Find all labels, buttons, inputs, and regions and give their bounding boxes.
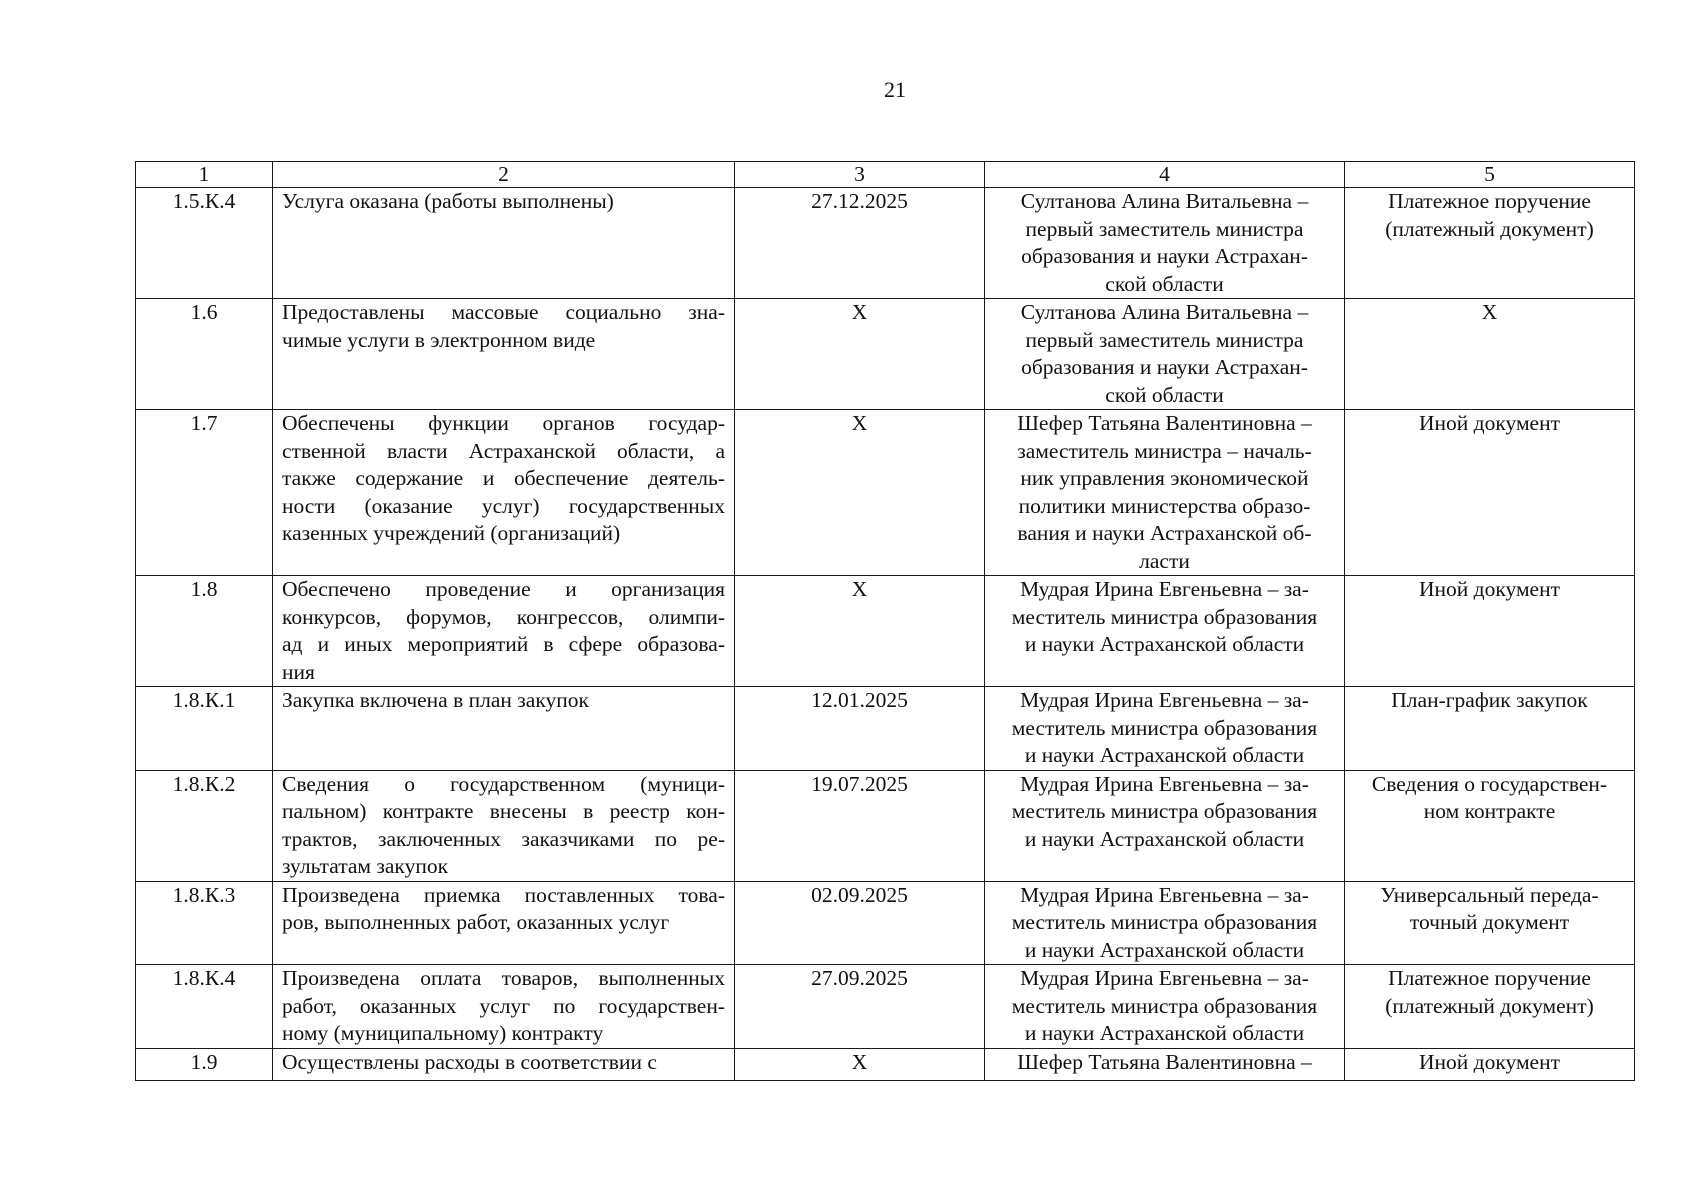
- responsible-cell: [985, 687, 1345, 771]
- responsible-cell: [985, 576, 1345, 687]
- cell-line: Платежное поручение: [1388, 966, 1591, 990]
- table-row: [136, 410, 1635, 576]
- cell-line: ственной власти Астраханской области, а: [282, 438, 725, 463]
- cell-line: меститель министра образования: [1011, 910, 1318, 934]
- cell-line: и науки Астраханской области: [1024, 826, 1305, 851]
- cell-line: Мудрая Ирина Евгеньевна – за-: [1020, 688, 1309, 712]
- cell-line: Шефер Татьяна Валентиновна –: [1017, 1049, 1312, 1074]
- item-number-cell: 1.8: [136, 576, 273, 687]
- item-number-cell: 1.8.К.3: [136, 881, 273, 965]
- description-cell: [273, 188, 735, 299]
- responsible-cell: [985, 188, 1345, 299]
- description-cell: [273, 770, 735, 881]
- date-cell: 12.01.2025: [735, 687, 985, 771]
- cell-line: ской области: [1105, 271, 1224, 296]
- cell-line: ад и иных мероприятий в сфере образова-: [282, 632, 725, 656]
- description-cell: [273, 1048, 735, 1080]
- date-cell: 27.12.2025: [735, 188, 985, 299]
- responsible-cell: [985, 1048, 1345, 1080]
- cell-line: Закупка включена в план закупок: [282, 688, 589, 712]
- column-header: 2: [273, 162, 735, 188]
- date-cell: 02.09.2025: [735, 881, 985, 965]
- cell-line: Платежное поручение: [1388, 189, 1591, 213]
- cell-line: ров, выполненных работ, оказанных услуг: [282, 910, 670, 934]
- table-row: [136, 770, 1635, 881]
- cell-line: Обеспечено проведение и организация: [282, 577, 725, 601]
- cell-line: вания и науки Астраханской об-: [1017, 521, 1312, 545]
- date-cell: 27.09.2025: [735, 965, 985, 1049]
- cell-line: Осуществлены расходы в соответствии с: [282, 1049, 657, 1074]
- cell-line: и науки Астраханской области: [1024, 743, 1305, 767]
- cell-line: Произведена оплата товаров, выполненных: [282, 966, 725, 990]
- cell-line: и науки Астраханской области: [1024, 632, 1305, 656]
- description-cell: [273, 881, 735, 965]
- item-number-cell: 1.6: [136, 299, 273, 410]
- cell-line: Сведения о государствен-: [1371, 771, 1608, 796]
- cell-line: Султанова Алина Витальевна –: [1020, 300, 1309, 324]
- table-row: [136, 1048, 1635, 1080]
- table-row: [136, 576, 1635, 687]
- cell-line: и науки Астраханской области: [1024, 1021, 1305, 1045]
- cell-line: X: [1481, 300, 1498, 324]
- cell-line: ния: [282, 659, 315, 684]
- cell-line: Произведена приемка поставленных това-: [282, 882, 725, 907]
- column-header: 1: [136, 162, 273, 188]
- cell-line: меститель министра образования: [1011, 799, 1318, 823]
- date-cell: X: [735, 410, 985, 576]
- cell-line: также содержание и обеспечение деятель-: [282, 466, 725, 490]
- table-row: [136, 299, 1635, 410]
- cell-line: ник управления экономической: [1020, 466, 1309, 490]
- date-cell: X: [735, 1048, 985, 1080]
- document-type-cell: [1345, 1048, 1635, 1080]
- item-number-cell: 1.9: [136, 1048, 273, 1080]
- cell-line: зультатам закупок: [282, 854, 449, 878]
- cell-line: трактов, заключенных заказчиками по ре-: [282, 826, 725, 851]
- responsible-cell: [985, 410, 1345, 576]
- item-number-cell: 1.5.К.4: [136, 188, 273, 299]
- document-type-cell: [1345, 188, 1635, 299]
- document-type-cell: [1345, 770, 1635, 881]
- responsible-cell: [985, 965, 1345, 1049]
- document-type-cell: [1345, 687, 1635, 771]
- document-table: [135, 161, 1635, 1081]
- date-cell: X: [735, 576, 985, 687]
- cell-line: Услуга оказана (работы выполнены): [282, 189, 614, 213]
- date-cell: 19.07.2025: [735, 770, 985, 881]
- cell-line: Мудрая Ирина Евгеньевна – за-: [1020, 966, 1309, 990]
- responsible-cell: [985, 770, 1345, 881]
- cell-line: конкурсов, форумов, конгрессов, олимпи-: [282, 604, 725, 629]
- cell-line: Мудрая Ирина Евгеньевна – за-: [1020, 577, 1309, 601]
- item-number-cell: 1.7: [136, 410, 273, 576]
- page-number: 21: [884, 77, 906, 102]
- cell-line: Иной документ: [1418, 1049, 1560, 1074]
- description-cell: [273, 687, 735, 771]
- column-header: 5: [1345, 162, 1635, 188]
- cell-line: Обеспечены функции органов государ-: [282, 411, 725, 435]
- responsible-cell: [985, 881, 1345, 965]
- cell-line: ному (муниципальному) контракту: [282, 1021, 604, 1045]
- description-cell: [273, 965, 735, 1049]
- cell-line: чимые услуги в электронном виде: [282, 327, 596, 352]
- cell-line: первый заместитель министра: [1025, 327, 1304, 352]
- table-row: [136, 687, 1635, 771]
- cell-line: (платежный документ): [1385, 993, 1594, 1018]
- cell-line: меститель министра образования: [1011, 715, 1318, 740]
- cell-line: (платежный документ): [1385, 216, 1594, 241]
- date-cell: X: [735, 299, 985, 410]
- table-header-row: [136, 162, 1635, 188]
- cell-line: План-график закупок: [1391, 688, 1588, 712]
- cell-line: меститель министра образования: [1011, 604, 1318, 629]
- column-header: 4: [985, 162, 1345, 188]
- cell-line: и науки Астраханской области: [1024, 937, 1305, 962]
- description-cell: [273, 576, 735, 687]
- cell-line: ской области: [1105, 382, 1224, 407]
- cell-line: Иной документ: [1418, 411, 1560, 435]
- cell-line: работ, оказанных услуг по государствен-: [282, 993, 725, 1018]
- cell-line: первый заместитель министра: [1025, 216, 1304, 241]
- table-row: [136, 965, 1635, 1049]
- cell-line: ласти: [1139, 548, 1190, 573]
- item-number-cell: 1.8.К.1: [136, 687, 273, 771]
- item-number-cell: 1.8.К.2: [136, 770, 273, 881]
- cell-line: Сведения о государственном (муници-: [282, 771, 725, 796]
- description-cell: [273, 299, 735, 410]
- cell-line: образования и науки Астрахан-: [1021, 244, 1308, 268]
- cell-line: Мудрая Ирина Евгеньевна – за-: [1020, 882, 1309, 907]
- cell-line: ности (оказание услуг) государственных: [282, 493, 725, 518]
- cell-line: Иной документ: [1418, 577, 1560, 601]
- document-type-cell: [1345, 299, 1635, 410]
- cell-line: Предоставлены массовые социально зна-: [282, 300, 725, 324]
- cell-line: заместитель министра – началь-: [1017, 438, 1312, 463]
- cell-line: ном контракте: [1423, 799, 1556, 823]
- item-number-cell: 1.8.К.4: [136, 965, 273, 1049]
- cell-line: образования и науки Астрахан-: [1021, 355, 1308, 379]
- cell-line: меститель министра образования: [1011, 993, 1318, 1018]
- cell-line: политики министерства образо-: [1018, 493, 1311, 518]
- document-type-cell: [1345, 965, 1635, 1049]
- table-row: [136, 881, 1635, 965]
- table-row: [136, 188, 1635, 299]
- cell-line: казенных учреждений (организаций): [282, 521, 621, 545]
- responsible-cell: [985, 299, 1345, 410]
- cell-line: Универсальный переда-: [1380, 882, 1599, 907]
- description-cell: [273, 410, 735, 576]
- cell-line: Мудрая Ирина Евгеньевна – за-: [1020, 771, 1309, 796]
- cell-line: Султанова Алина Витальевна –: [1020, 189, 1309, 213]
- column-header: 3: [735, 162, 985, 188]
- document-type-cell: [1345, 576, 1635, 687]
- cell-line: пальном) контракте внесены в реестр кон-: [282, 799, 725, 823]
- document-type-cell: [1345, 410, 1635, 576]
- cell-line: точный документ: [1409, 910, 1570, 934]
- cell-line: Шефер Татьяна Валентиновна –: [1017, 411, 1312, 435]
- document-type-cell: [1345, 881, 1635, 965]
